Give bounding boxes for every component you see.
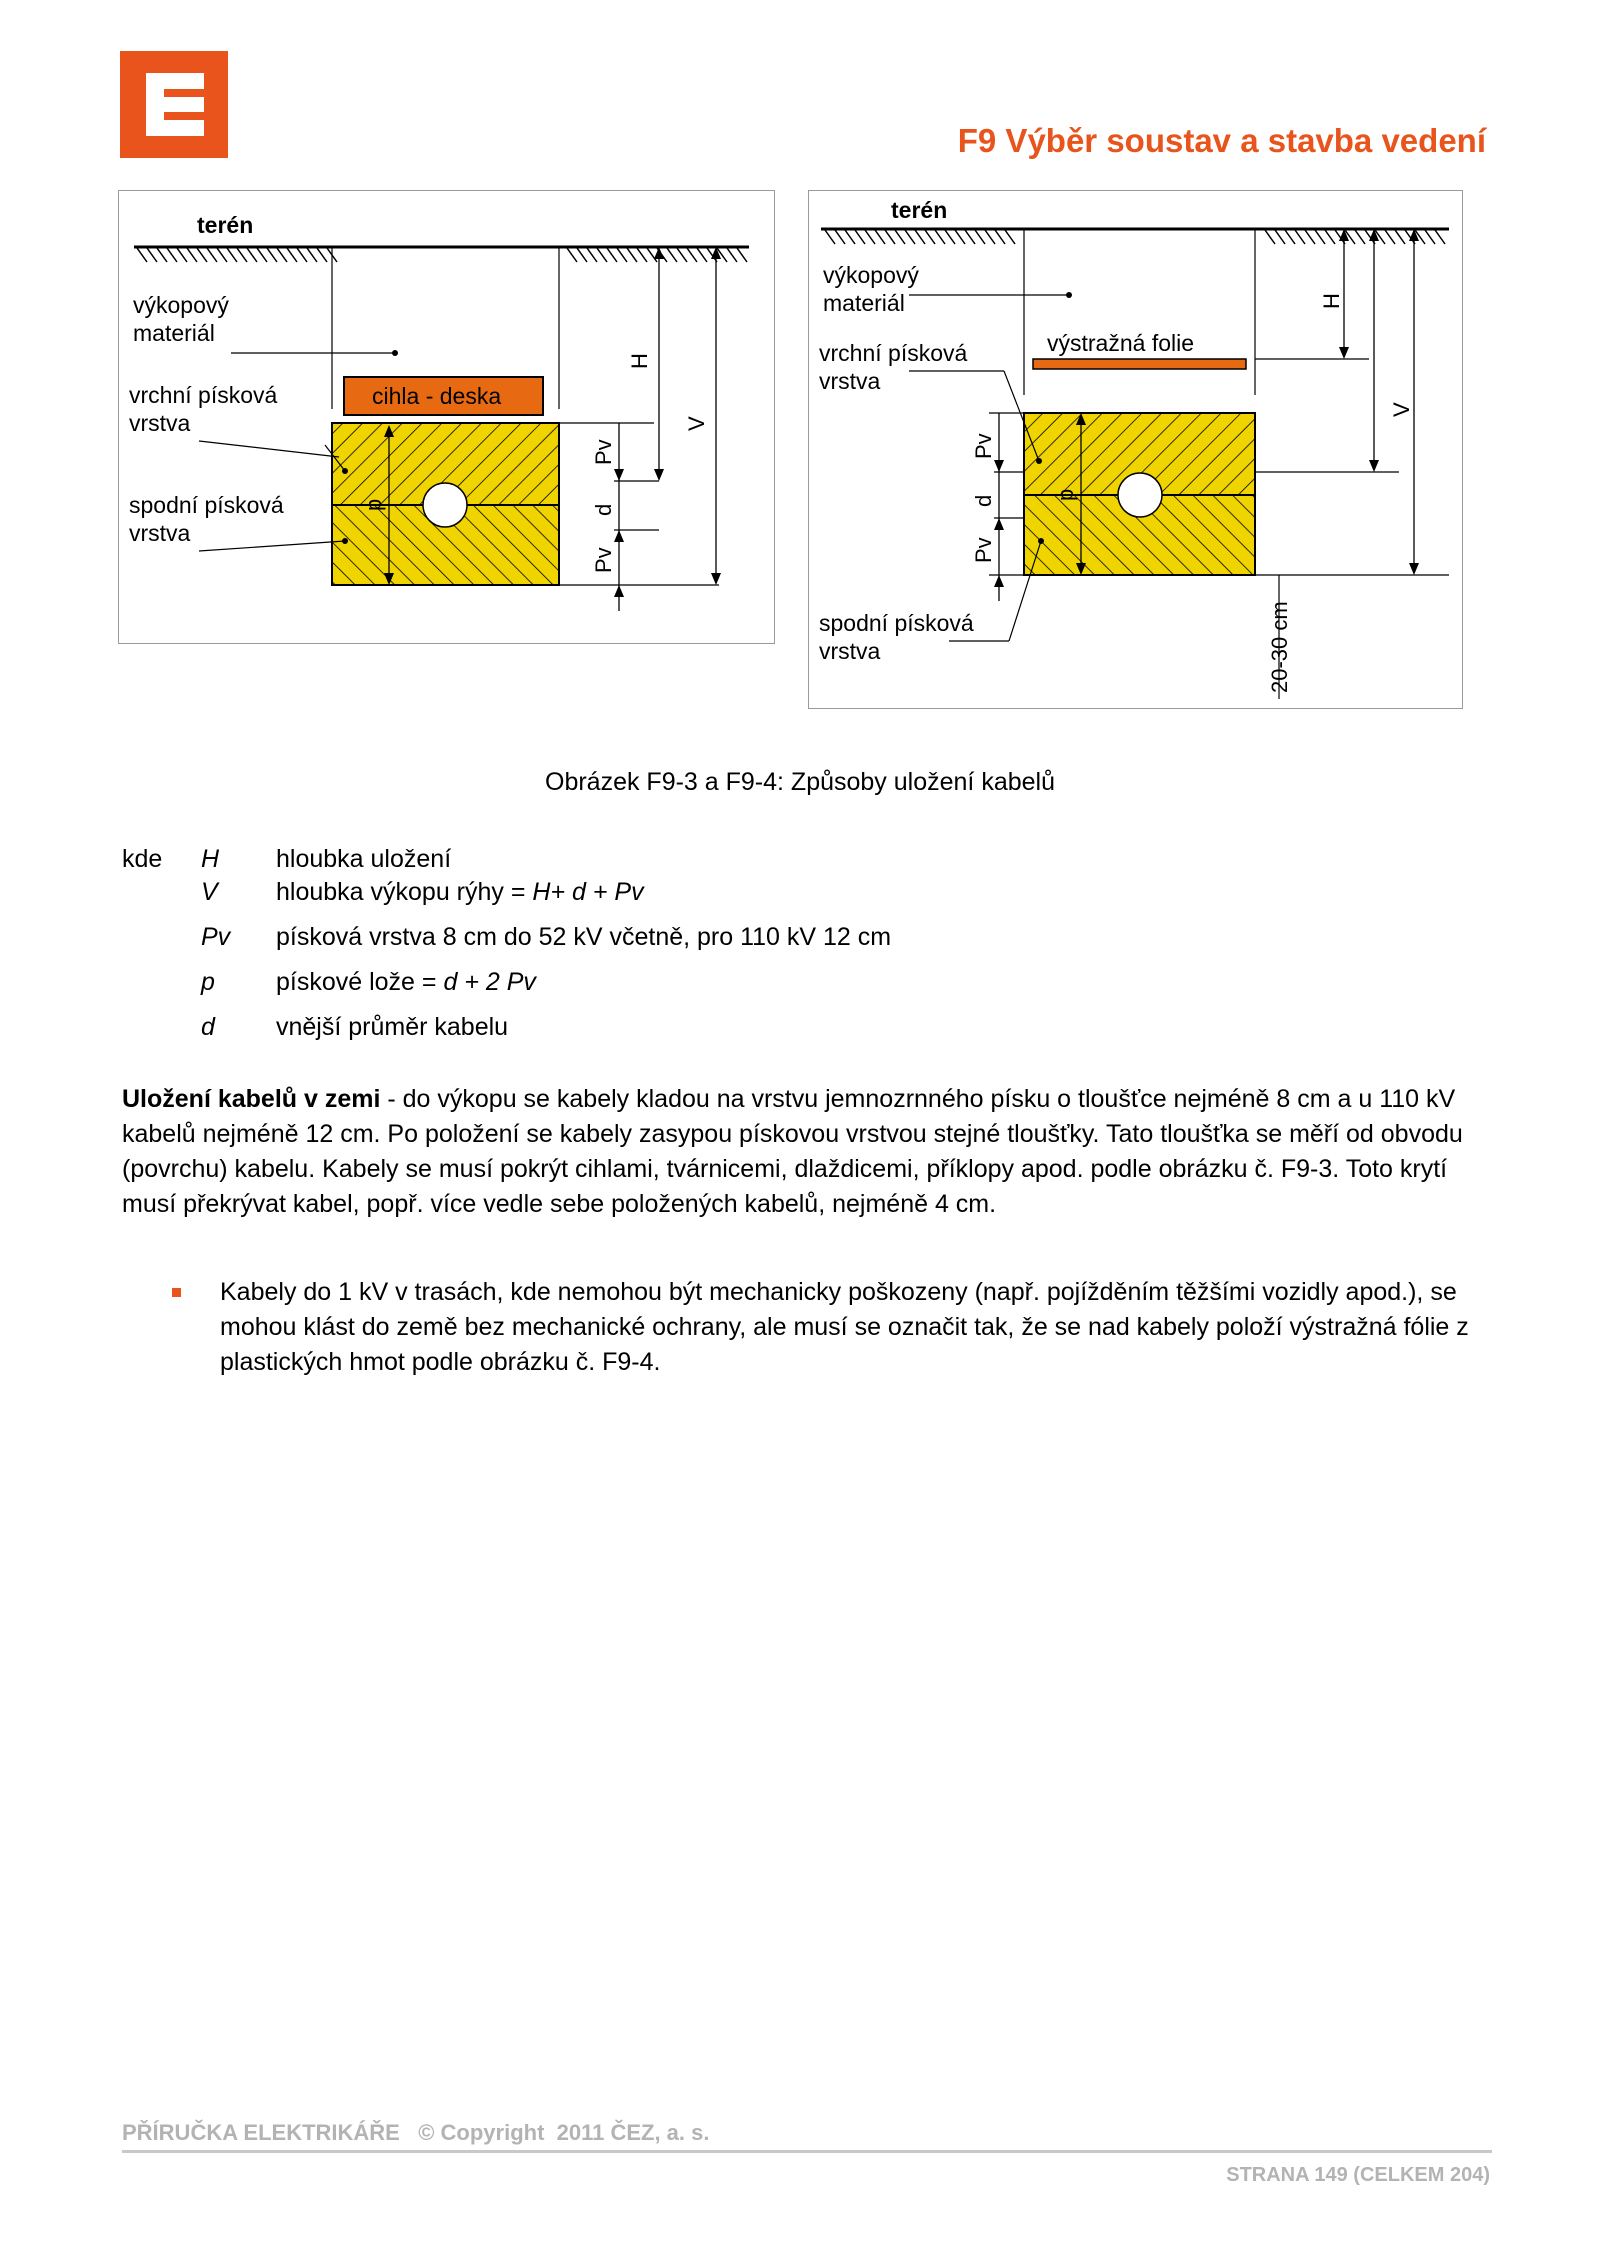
footer-divider xyxy=(122,2150,1492,2153)
fig1-label-vrchni-2: vrstva xyxy=(129,410,191,436)
fig1-label-cihla: cihla - deska xyxy=(372,383,502,409)
bullet-square-icon xyxy=(172,1288,181,1297)
legend-description: hloubka uložení xyxy=(276,845,452,873)
fig2-label-vrchni-1: vrchní písková xyxy=(819,340,968,366)
body-paragraph xyxy=(122,1082,1492,1222)
fig2-label-V: V xyxy=(1389,402,1414,417)
page-header-title: F9 Výběr soustav a stavba vedení xyxy=(957,122,1486,159)
legend-description-text: pískové lože = xyxy=(276,968,444,996)
paragraph-text: - do výkopu se kabely kladou na vrstvu jemnozrnného písku o tloušťce nejméně 8 cm a u 110 kV kabelů nejméně 12 cm. Po položení se kabely zasypou pískovou vrstvou stejné tloušťky. Tato tloušťka se měří od obvodu (povrchu) kabelu. Kabely se musí pokrýt cihlami, tvárnicemi, dlaždicemi, příklopy apod. podle obrázku č. F9-3. Toto krytí musí překrývat kabel, popř. více vedle sebe položených kabelů, nejméně 4 cm. xyxy=(122,1085,1463,1218)
fig1-label-teren: terén xyxy=(197,212,254,238)
fig2-label-vykop-1: výkopový xyxy=(823,262,919,288)
legend-symbol: d xyxy=(201,1013,215,1041)
fig1-label-H: H xyxy=(627,353,652,369)
fig2-label-d: d xyxy=(971,494,996,507)
fig1-label-vrchni-1: vrchní písková xyxy=(129,382,278,408)
fig2-label-spodni-1: spodní písková xyxy=(819,610,974,636)
bullet-text: Kabely do 1 kV v trasách, kde nemohou být mechanicky poškozeny (např. pojížděním těžšími vozidly apod.), se mohou klást do země bez mechanické ochrany, ale musí se označit tak, že se nad kabely položí výstražná fólie z plastických hmot podle obrázku č. F9-4. xyxy=(220,1278,1469,1376)
fig2-label-pv-bottom: Pv xyxy=(971,537,996,563)
fig2-label-folie: výstražná folie xyxy=(1047,330,1195,356)
figure-caption: Obrázek F9-3 a F9-4: Způsoby uložení kabelů xyxy=(545,768,1055,796)
legend-symbol: p xyxy=(201,968,215,996)
legend-description xyxy=(276,968,536,997)
legend-formula: H+ d + Pv xyxy=(532,878,644,906)
fig2-label-depth: 20-30 cm xyxy=(1267,601,1292,693)
figure-f9-4 xyxy=(808,190,1463,709)
fig1-label-pv-bottom: Pv xyxy=(591,547,616,573)
fig2-label-teren: terén xyxy=(891,197,948,223)
legend-kde: kde xyxy=(122,845,163,873)
paragraph-heading: Uložení kabelů v zemi xyxy=(122,1085,381,1113)
fig1-label-d: d xyxy=(591,503,616,516)
fig2-label-p: p xyxy=(1053,488,1078,501)
figure-f9-3 xyxy=(118,190,775,644)
fig1-label-p: p xyxy=(361,498,386,511)
legend-symbol: V xyxy=(201,878,218,906)
footer-copyright: PŘÍRUČKA ELEKTRIKÁŘE © Copyright 2011 ČEZ, a. s. xyxy=(122,2120,710,2145)
legend-description: písková vrstva 8 cm do 52 kV včetně, pro 110 kV 12 cm xyxy=(276,923,892,951)
fig2-label-H: H xyxy=(1319,293,1344,309)
legend-description: vnější průměr kabelu xyxy=(276,1013,509,1041)
fig1-label-vykop-1: výkopový xyxy=(133,292,229,318)
fig1-label-spodni-2: vrstva xyxy=(129,520,191,546)
legend-symbol: Pv xyxy=(201,923,231,951)
legend-description xyxy=(276,878,644,907)
legend-symbol: H xyxy=(201,845,220,873)
fig1-label-V: V xyxy=(684,416,709,431)
legend-formula: d + 2 Pv xyxy=(443,968,536,996)
cez-logo xyxy=(120,51,228,158)
fig1-label-pv-top: Pv xyxy=(591,439,616,465)
fig2-label-spodni-2: vrstva xyxy=(819,638,881,664)
fig1-label-vykop-2: materiál xyxy=(133,320,215,346)
fig2-label-vrchni-2: vrstva xyxy=(819,368,881,394)
legend-description-text: hloubka výkopu rýhy = xyxy=(276,878,533,906)
footer-page-number: STRANA 149 (CELKEM 204) xyxy=(1226,2164,1490,2186)
fig2-label-vykop-2: materiál xyxy=(823,290,905,316)
fig1-label-spodni-1: spodní písková xyxy=(129,492,284,518)
fig2-label-pv-top: Pv xyxy=(971,433,996,459)
